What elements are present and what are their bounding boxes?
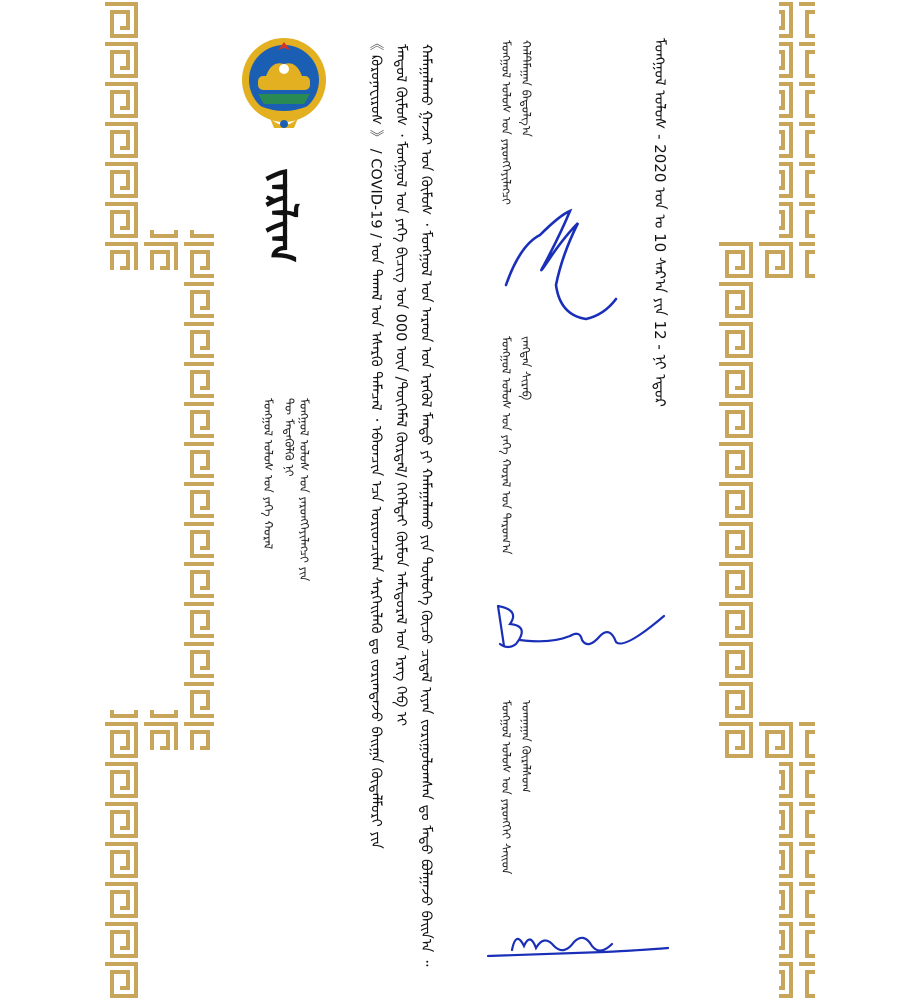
left-border-ornament: [100, 0, 220, 1000]
signatory-title: ᠮᠣᠩᠭᠣᠯ ᠤᠯᠤᠰ ᠤᠨ ᠶᠡᠬᠡ ᠬᠤᠷᠠᠯ ᠤᠨ ᠳᠠᠷᠤᠭ᠎ᠠ: [499, 336, 513, 555]
signatory-title: ᠮᠣᠩᠭᠣᠯ ᠤᠯᠤᠰ ᠤᠨ ᠶᠡᠷᠦᠩᠬᠡᠢ ᠰᠠᠢᠳ: [499, 700, 513, 875]
issuer-line: ᠲᠦ ᠮᠡᠳᠡᠭᠦᠯᠬᠦ ᠨᠢ: [282, 398, 296, 477]
body-line: ᠮᠠᠨᠳᠤᠯ ᠬᠦᠮᠦᠰ ᠂ ᠮᠣᠩᠭᠣᠯ ᠤᠨ ᠶᠡᠬᠡ ᠪᠢᠴᠢᠭ ᠤᠨ 000 ᠦᠨ /ᠲᠦᠭᠡᠮᠡᠯ ᠬᠦᠷᠲᠡᠯ/ ᠭᠡᠭᠡᠯᠳᠡᠢ ᠬᠦᠮᠦᠨ ᠠᠮᠢᠳᠤᠷᠠᠯ ᠤᠨ ᠡᠷᠡᠭ ᠬᠡᠪ ᠢ: [392, 44, 409, 727]
state-emblem: [240, 36, 328, 134]
signatory-name: ᠵᠠᠩᠳᠠᠨ ᠰᠢᠷᠠᠪ: [519, 336, 533, 401]
signature-1: [500, 205, 620, 325]
body-line: ᠬᠠᠮᠠᠭᠠᠯᠠᠬᠤ ᠭᠠᠵᠠᠷ ᠤᠨ ᠬᠦᠮᠦᠰ ᠂ ᠮᠣᠩᠭᠣᠯ ᠤᠨ ᠠᠷᠠᠳ ᠤᠨ ᠡᠷᠡᠭᠦᠯ ᠮᠡᠨᠳᠦ ᠶᠢ ᠬᠠᠮᠠᠭᠠᠯᠠᠬᠤ ᠶᠢᠨ ᠲᠦᠯᠦᠭᠡ ᠬᠦᠴᠦ ᠴᠢᠳᠠᠯ ᠢᠶᠠᠨ ᠵᠣᠷᠢᠭᠤᠯᠤᠭᠰᠠᠨ ᠳᠤ ᠮᠠᠲᠤ ᠪᠣᠯᠭᠠᠵᠤ ᠪᠠᠢᠨ᠎ᠠ ᠃: [417, 44, 434, 967]
signatory-name: ᠬᠠᠯᠲᠮᠠᠭᠠᠨ ᠪᠠᠲᠤᠯᠭ᠎ᠠ: [519, 40, 533, 137]
document-title: ᠵᠠᠷᠯᠢᠭ: [259, 168, 305, 263]
issuer-line: ᠮᠣᠩᠭᠣᠯ ᠤᠯᠤᠰ ᠤᠨ ᠶᠡᠬᠡ ᠬᠤᠷᠠᠯ: [261, 398, 275, 550]
document-date: ᠮᠣᠩᠭᠣᠯ ᠤᠯᠤᠰ - 2020 ᠣᠨ ᠤ 10 ᠰᠠᠷ᠎ᠠ ᠶᠢᠨ 12 - ᠨᠢ ᠡᠳᠦᠷ: [651, 38, 669, 407]
right-border-ornament: [715, 0, 835, 1000]
signatory-title: ᠮᠣᠩᠭᠣᠯ ᠤᠯᠤᠰ ᠤᠨ ᠶᠡᠷᠦᠩᠬᠡᠶᠢᠯᠡᠭᠴᠢ: [499, 40, 513, 205]
signatory-name: ᠤᠬᠨᠠᠭᠠᠨ ᠬᠦᠷᠡᠯᠰᠦᠬ: [519, 700, 533, 793]
signature-2: [490, 600, 670, 660]
signature-3: [484, 920, 674, 964]
body-line: 《 ᠺᠣᠷᠣᠨᠠᠸᠢᠷᠦᠰ 》 / COVID-19 / ᠤᠨ ᠲᠠᠬᠠᠯ ᠤᠨ ᠡᠰᠡᠷᠭᠦ ᠲᠡᠮᠡᠴᠡᠯ ᠂ ᠡᠪᠡᠳᠴᠢᠨ ᠡᠴᠡ ᠤᠷᠢᠳᠴᠢᠯᠠᠨ ᠰᠡᠷᠭᠡᠢᠯᠡᠬᠦ ᠳᠤ ᠵᠣᠷᠢᠭᠳᠠᠵᠤ ᠪᠠᠢᠭᠠ ᠬᠦᠳᠡᠯᠮᠦᠷᠢ ᠶᠢᠨ: [367, 36, 384, 849]
issuer-line: ᠮᠣᠩᠭᠣᠯ ᠤᠯᠤᠰ ᠤᠨ ᠶᠡᠷᠦᠩᠬᠡᠶᠢᠯᠡᠭᠴᠢ ᠶᠢᠨ: [297, 398, 311, 582]
